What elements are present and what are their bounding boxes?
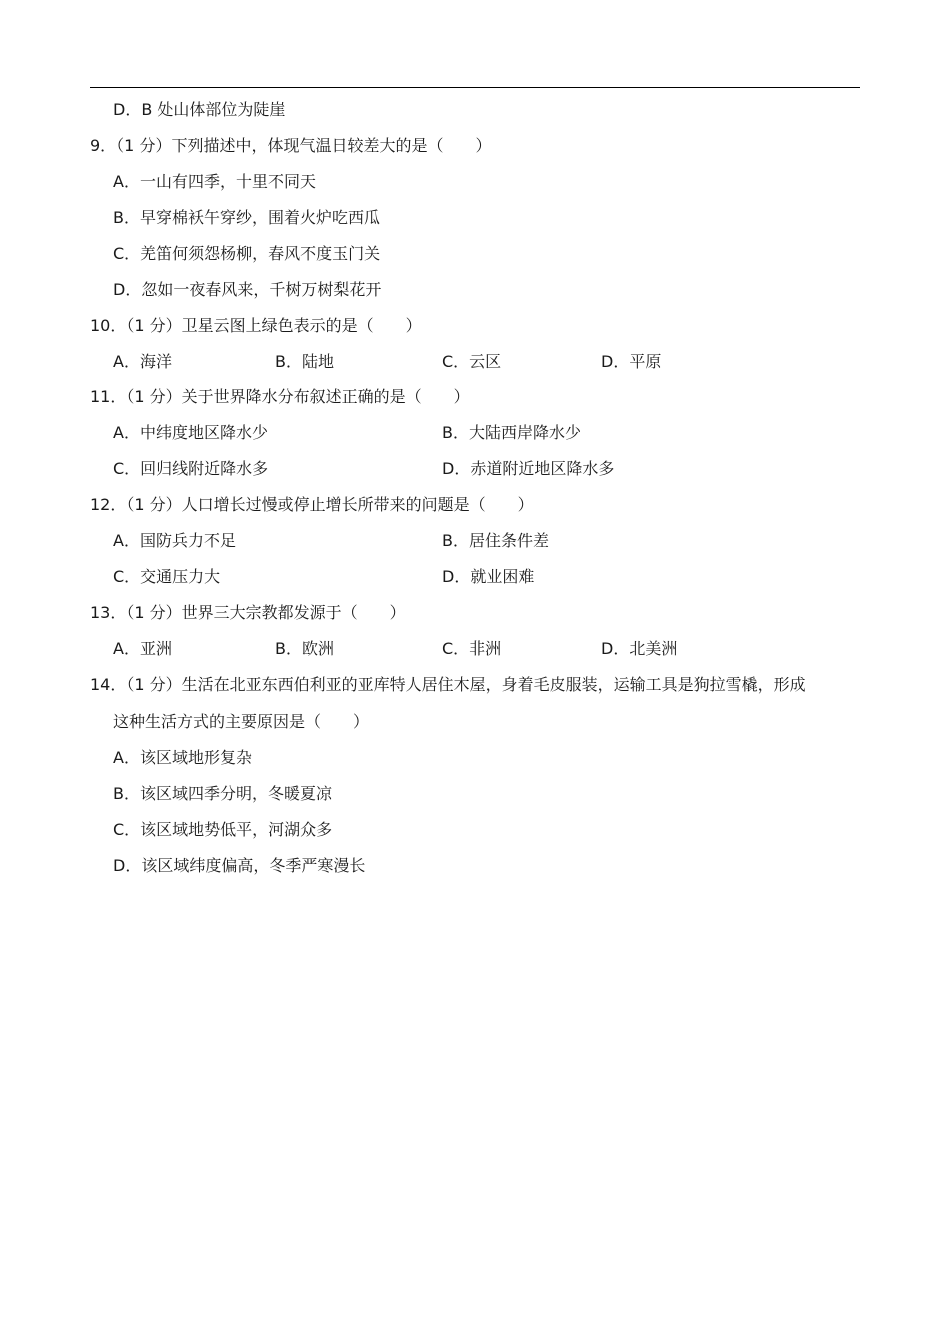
q11-option-c: C．回归线附近降水多 [113, 459, 269, 478]
q13-option-a: A．亚洲 [113, 639, 172, 658]
q10-stem: 10．（1 分）卫星云图上绿色表示的是（ ） [90, 316, 422, 335]
q12-option-a: A．国防兵力不足 [113, 531, 236, 550]
q11-option-b: B．大陆西岸降水少 [442, 423, 581, 442]
q12-option-d: D．就业困难 [442, 567, 535, 586]
q9-option-d: D．忽如一夜春风来，千树万树梨花开 [113, 280, 382, 299]
q10-option-d: D．平原 [601, 352, 662, 371]
prev-option-d: D．B 处山体部位为陡崖 [113, 100, 286, 119]
q10-option-a: A．海洋 [113, 352, 172, 371]
q12-option-c: C．交通压力大 [113, 567, 221, 586]
q12-stem: 12．（1 分）人口增长过慢或停止增长所带来的问题是（ ） [90, 495, 534, 514]
q11-option-d: D．赤道附近地区降水多 [442, 459, 615, 478]
q13-option-d: D．北美洲 [601, 639, 678, 658]
q9-stem: 9．（1 分）下列描述中，体现气温日较差大的是（ ） [90, 136, 492, 155]
q14-option-c: C．该区域地势低平，河湖众多 [113, 820, 333, 839]
q14-option-a: A．该区域地形复杂 [113, 748, 252, 767]
q9-option-c: C．羌笛何须怨杨柳，春风不度玉门关 [113, 244, 381, 263]
q14-stem-line2: 这种生活方式的主要原因是（ ） [113, 712, 370, 731]
q13-stem: 13．（1 分）世界三大宗教都发源于（ ） [90, 603, 406, 622]
q9-option-b: B．早穿棉袄午穿纱，围着火炉吃西瓜 [113, 208, 380, 227]
q13-option-b: B．欧洲 [275, 639, 334, 658]
q14-option-b: B．该区域四季分明，冬暖夏凉 [113, 784, 332, 803]
q13-option-c: C．非洲 [442, 639, 502, 658]
header-rule [90, 87, 860, 88]
q14-stem-line1: 14．（1 分）生活在北亚东西伯利亚的亚库特人居住木屋，身着毛皮服装，运输工具是狗拉雪橇，形成 [90, 675, 806, 694]
q10-option-c: C．云区 [442, 352, 502, 371]
q14-option-d: D．该区域纬度偏高，冬季严寒漫长 [113, 856, 366, 875]
q11-option-a: A．中纬度地区降水少 [113, 423, 268, 442]
q11-stem: 11．（1 分）关于世界降水分布叙述正确的是（ ） [90, 387, 470, 406]
q9-option-a: A．一山有四季，十里不同天 [113, 172, 316, 191]
q12-option-b: B．居住条件差 [442, 531, 549, 550]
q10-option-b: B．陆地 [275, 352, 334, 371]
